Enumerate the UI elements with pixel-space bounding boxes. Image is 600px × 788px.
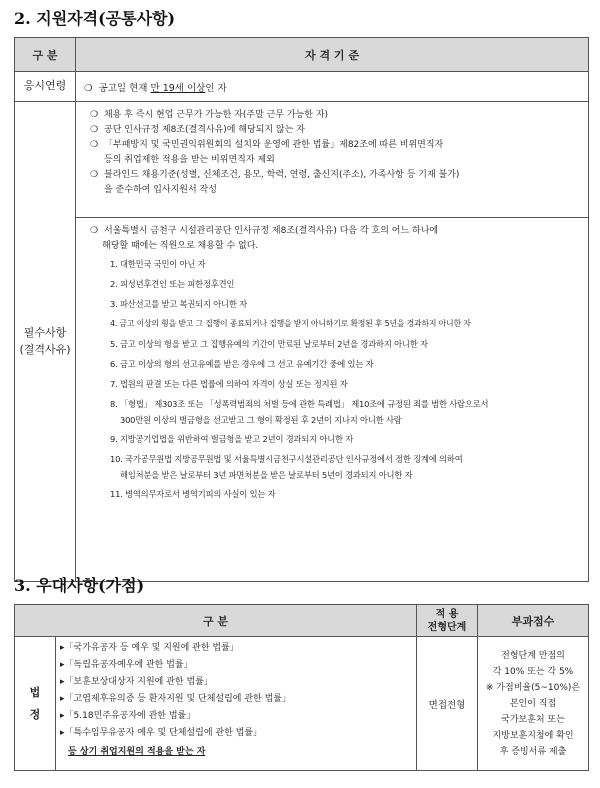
general-requirements: [76, 102, 588, 218]
bullet-icon: ▸: [60, 643, 65, 653]
intro-text: 서울특별시 금천구 시설관리공단 인사규정 제8조(결격사유) 다음 각 호의 어느 하나에: [104, 226, 439, 236]
age-text-underline: 만 19세 이상: [150, 82, 206, 94]
bullet-icon: ▸: [60, 694, 65, 704]
list-item-continuation: 해임처분을 받은 날로부터 3년 파면처분을 받은 날로부터 5년이 경과되지 아니한 자: [120, 470, 413, 480]
header-category: 구 분: [15, 38, 76, 72]
required-label-line2: (결격사유): [19, 342, 71, 356]
table-header-row: [15, 38, 589, 72]
score-line: 본인이 직접: [509, 698, 557, 709]
disqualification-intro: [90, 224, 582, 254]
bullet-icon: ❍: [90, 110, 99, 120]
list-item: [56, 657, 416, 674]
bullet-icon: ▸: [60, 711, 65, 721]
bullet-icon: ❍: [90, 170, 99, 180]
list-item: 1. 대한민국 국민이 아닌 자: [110, 259, 206, 269]
score-line: 전형단계 만점의: [501, 650, 565, 661]
score-line: 각 10% 또는 각 5%: [492, 666, 574, 677]
req-text: 공단 인사규정 제8조(결격사유)에 해당되지 않는 자: [104, 125, 305, 135]
intro-continuation: 해당할 때에는 직원으로 채용할 수 없다.: [102, 241, 259, 251]
section-title-preferences: 3. 우대사항(가점): [14, 576, 145, 595]
req-text: 채용 후 즉시 현업 근무가 가능한 자(주말 근무 가능한 자): [104, 110, 329, 120]
list-item-continuation: 300만원 이상의 벌금형을 선고받고 그 형이 확정된 후 2년이 지나지 아니한 사람: [120, 415, 402, 425]
bullet-icon: ▸: [60, 728, 65, 738]
age-text-before: 공고일 현재: [98, 82, 151, 94]
list-item-continuation: 등의 취업제한 적용을 받는 비위면직자 제외: [104, 155, 275, 165]
header-stage-line2: 전형단계: [427, 621, 467, 633]
law-text: 「국가유공자 등 예우 및 지원에 관한 법률」: [64, 643, 239, 653]
list-item: [56, 674, 416, 691]
required-label: [15, 102, 76, 582]
score-line: ※ 가점비율(5~10%)은: [485, 682, 581, 693]
list-item: 4. 금고 이상의 형을 받고 그 집행이 종료되거나 집행을 받지 아니하기로 확정된 후 5년을 경과하지 아니한 자: [110, 319, 471, 328]
list-item: 11. 병역의무자로서 병역기피의 사실이 있는 자: [110, 489, 276, 499]
list-item: 10. 국가공무원법 지방공무원법 및 서울특별시금천구시설관리공단 인사규정에서 정한 징계에 의하여: [110, 454, 463, 464]
score-line: 지방보훈지청에 확인: [492, 730, 574, 741]
header-stage-line1: 적 용: [435, 608, 459, 620]
qualifications-table: [14, 37, 589, 582]
header-score: 부과점수: [478, 605, 589, 637]
list-item: [90, 138, 582, 153]
list-item: [56, 691, 416, 708]
required-row: [15, 102, 589, 582]
law-text: 「독립유공자예우에 관한 법률」: [64, 660, 193, 670]
list-item: [56, 725, 416, 742]
disqualification-list: [76, 218, 588, 508]
header-criteria: 자 격 기 준: [76, 38, 589, 72]
row-label-line1: 법: [29, 685, 41, 699]
required-label-line1: 필수사항: [23, 326, 67, 339]
list-item: [90, 123, 582, 138]
law-list: [56, 637, 417, 771]
laws-summary: [56, 742, 416, 762]
score-cell: [478, 637, 589, 771]
bullet-icon: ❍: [84, 82, 99, 94]
header-stage: [417, 605, 478, 637]
preference-row: [15, 637, 589, 771]
row-label-line2: 정: [29, 707, 41, 721]
bullet-icon: ❍: [90, 140, 99, 150]
list-item: 8. 「형법」 제303조 또는 「성폭력범죄의 처벌 등에 관한 특례법」 제10조에 규정된 죄를 범한 사람으로서: [110, 399, 489, 409]
table-header-row: [15, 605, 589, 637]
section-title-qualifications: 2. 지원자격(공통사항): [14, 9, 176, 28]
list-item: 5. 금고 이상의 형을 받고 그 집행유예의 기간이 만료된 날로부터 2년을 경과하지 아니한 자: [110, 339, 428, 349]
age-row: [15, 72, 589, 102]
list-item: [56, 708, 416, 725]
laws-summary-text: 등 상기 취업지원의 적용을 받는 자: [68, 747, 206, 757]
score-line: 후 증빙서류 제출: [499, 746, 567, 757]
law-text: 「고엽제후유의증 등 환자지원 및 단체설립에 관한 법률」: [64, 694, 291, 704]
bullet-icon: ▸: [60, 677, 65, 687]
age-label: 응시연령: [15, 72, 76, 102]
list-item: [90, 108, 582, 123]
score-line: 국가보훈처 또는: [501, 714, 565, 725]
req-text: 블라인드 채용기준(성별, 신체조건, 용모, 학력, 연령, 출신지(주소), 가족사항 등 기재 불가): [104, 170, 460, 180]
list-item: 3. 파산선고를 받고 복권되지 아니한 자: [110, 299, 247, 309]
list-item: [90, 168, 582, 183]
preferences-table: [14, 604, 589, 771]
bullet-icon: ▸: [60, 660, 65, 670]
law-text: 「보훈보상대상자 지원에 관한 법률」: [64, 677, 213, 687]
stage-cell: 면접전형: [417, 637, 478, 771]
req-text: 「부패방지 및 국민권익위원회의 설치와 운영에 관한 법률」제82조에 따른 비위면직자: [104, 140, 444, 150]
header-category: 구 분: [15, 605, 417, 637]
age-text-after: 인 자: [205, 82, 227, 94]
intro-line: [90, 224, 582, 239]
list-item: 6. 금고 이상의 형의 선고유예를 받은 경우에 그 선고 유예기간 중에 있는 자: [110, 359, 374, 369]
list-item: 9. 지방공기업법을 위반하여 벌금형을 받고 2년이 경과되지 아니한 자: [110, 434, 354, 444]
bullet-icon: ❍: [90, 226, 99, 236]
list-item: 7. 법원의 판결 또는 다른 법률에 의하여 자격이 상실 또는 정지된 자: [110, 379, 348, 389]
law-text: 「5.18민주유공자에 관한 법률」: [64, 711, 196, 721]
list-item: [56, 640, 416, 657]
list-item-continuation: 을 준수하여 입사지원서 작성: [104, 185, 217, 195]
bullet-icon: ❍: [90, 125, 99, 135]
age-criteria: [76, 72, 589, 102]
row-label-legal: [15, 637, 56, 771]
required-criteria: [76, 102, 589, 582]
law-text: 「특수임무유공자 예우 및 단체설립에 관한 법률」: [64, 728, 263, 738]
list-item: 2. 피성년후견인 또는 피한정후견인: [110, 279, 235, 289]
